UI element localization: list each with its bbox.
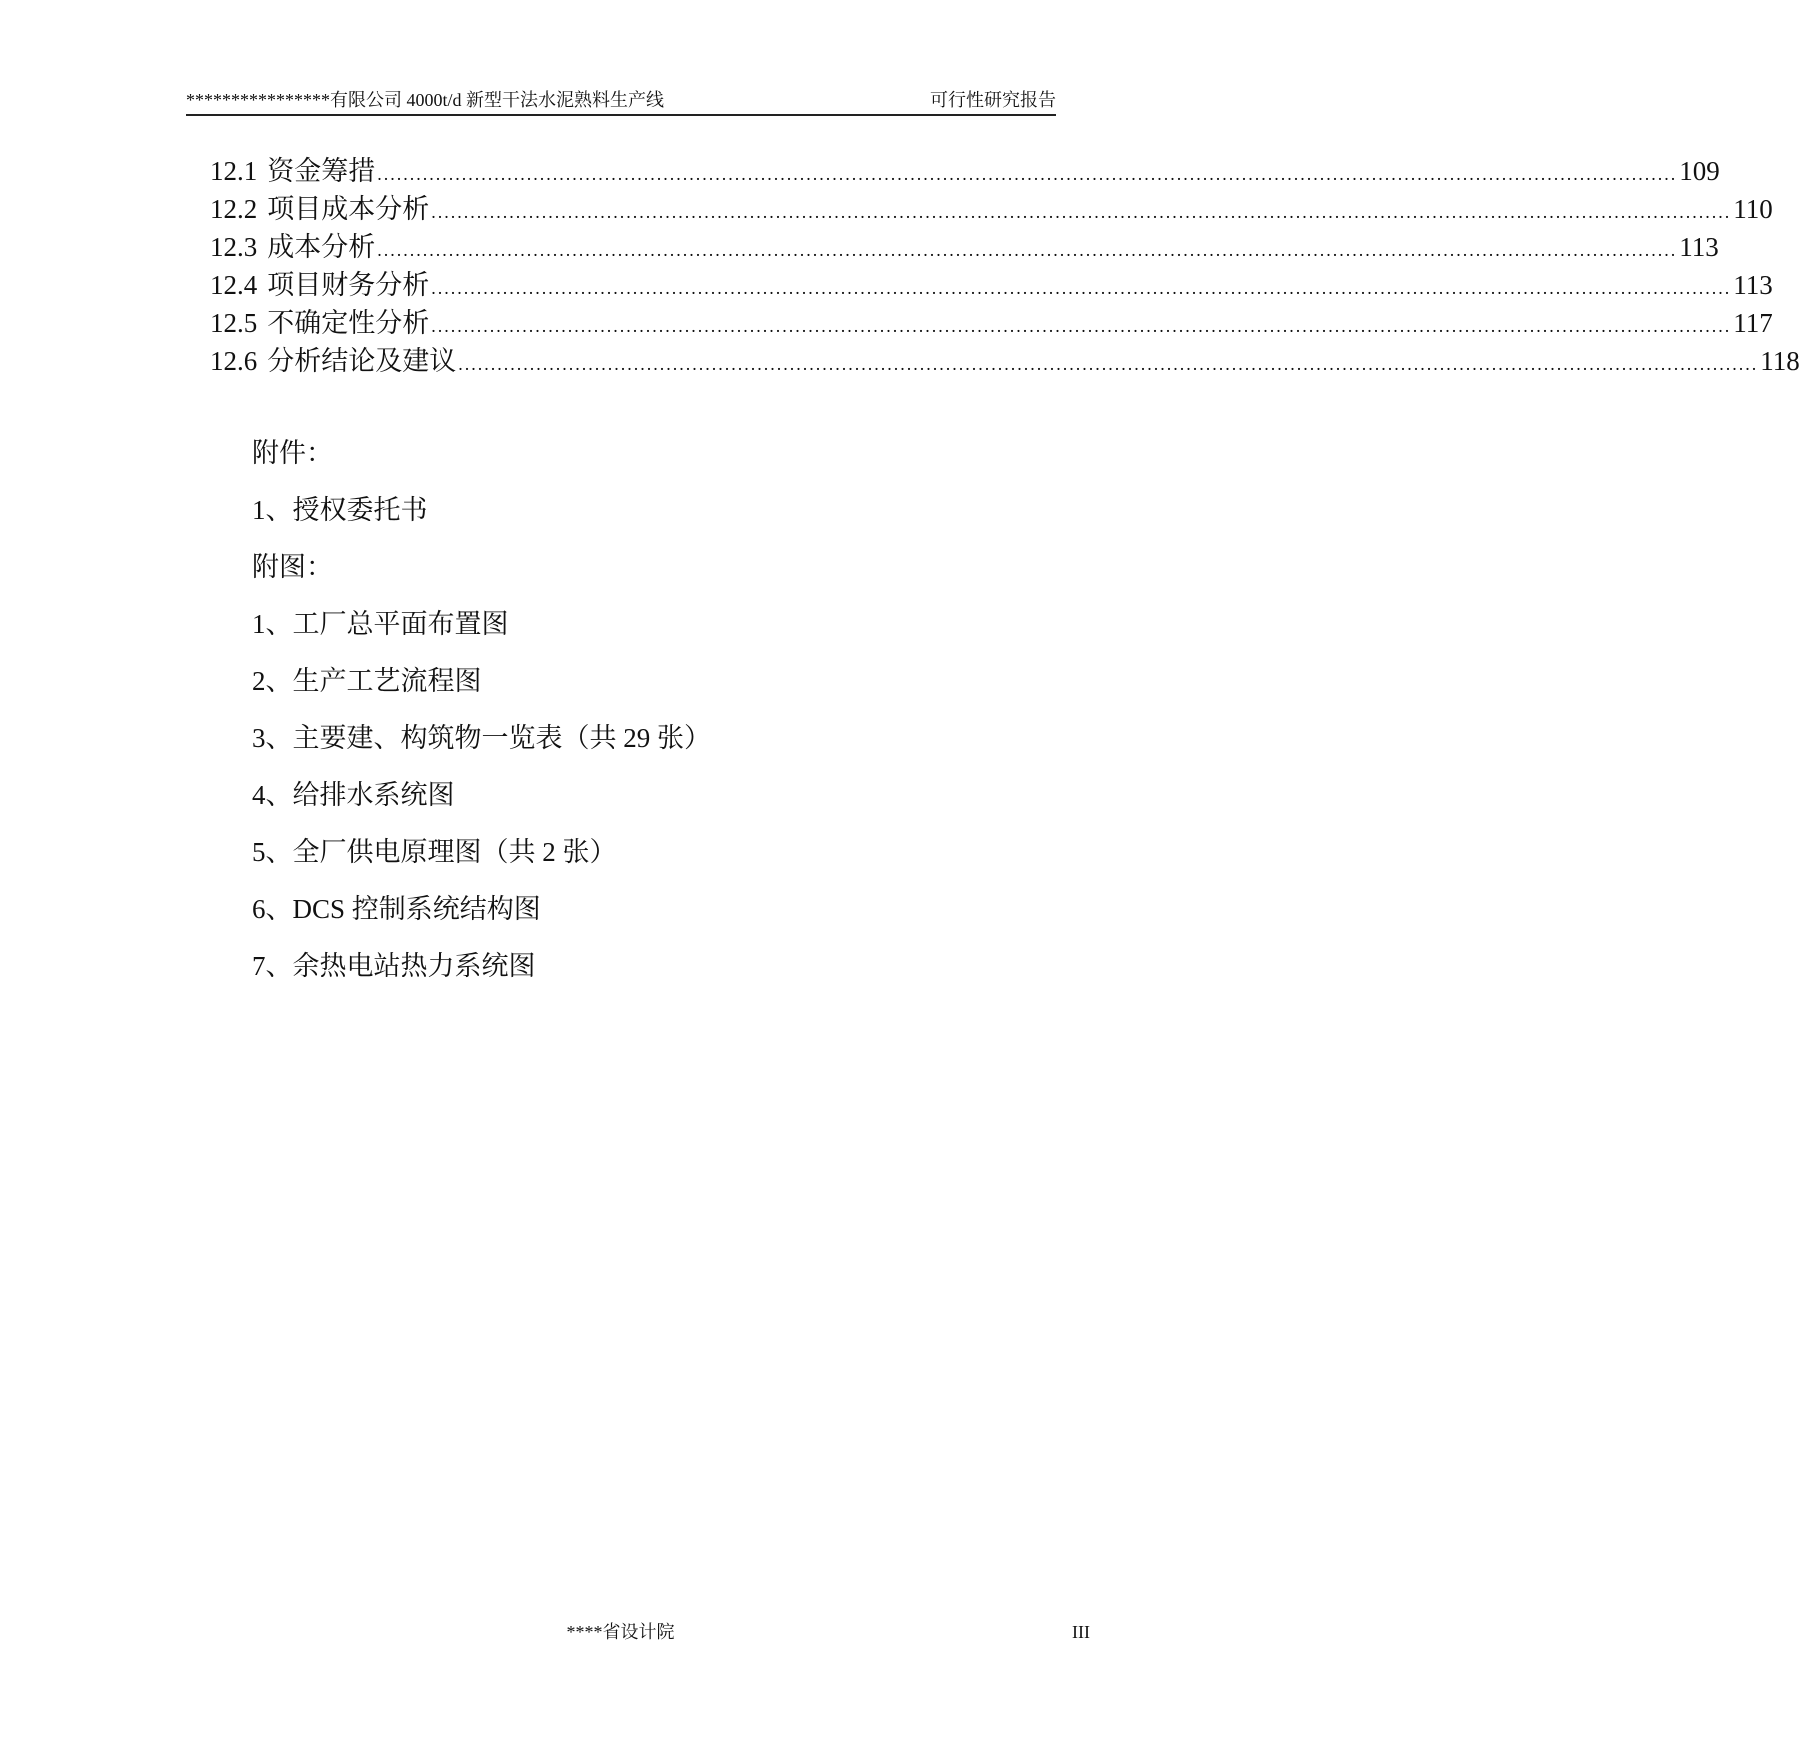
toc-entry-number: 12.1 xyxy=(210,156,258,186)
footer-institute: ****省设计院 xyxy=(566,1622,675,1642)
toc-entry-number: 12.3 xyxy=(210,232,258,262)
figure-item: 4、给排水系统图 xyxy=(252,780,455,810)
figure-item: 1、工厂总平面布置图 xyxy=(252,609,509,639)
toc-entry[interactable] xyxy=(210,304,1773,342)
figure-item: 7、余热电站热力系统图 xyxy=(252,951,536,981)
toc-entry-page: 109 xyxy=(1679,156,1720,186)
toc-entry[interactable] xyxy=(210,152,1720,190)
header-report-type: 可行性研究报告 xyxy=(930,90,1056,110)
toc-entry-title: 资金筹措 xyxy=(267,156,376,186)
toc-entry-page: 113 xyxy=(1679,232,1719,262)
toc-entry-number: 12.2 xyxy=(210,194,258,224)
toc-entry-number: 12.5 xyxy=(210,308,258,338)
footer-page-number: III xyxy=(1072,1622,1090,1642)
table-of-contents xyxy=(210,152,1800,380)
toc-entry[interactable] xyxy=(210,228,1719,266)
toc-entry[interactable] xyxy=(210,342,1800,380)
attachments-heading: 附件： xyxy=(252,438,333,468)
toc-entry[interactable] xyxy=(210,190,1773,228)
toc-entry-number: 12.6 xyxy=(210,346,258,376)
attachment-item: 1、授权委托书 xyxy=(252,495,428,525)
page-header xyxy=(186,86,1056,116)
figure-item: 3、主要建、构筑物一览表（共 29 张） xyxy=(252,723,711,753)
toc-entry-title: 成本分析 xyxy=(267,232,376,262)
toc-leader-dots: ........................................................................................................................................................................................................ xyxy=(431,202,1732,222)
figure-item: 2、生产工艺流程图 xyxy=(252,666,482,696)
toc-leader-dots: ........................................................................................................................................................................................................ xyxy=(458,354,1759,374)
toc-entry-number: 12.4 xyxy=(210,270,258,300)
toc-entry-page: 117 xyxy=(1733,308,1773,338)
toc-entry[interactable] xyxy=(210,266,1773,304)
toc-entry-title: 项目成本分析 xyxy=(267,194,430,224)
attachments-section xyxy=(252,425,1052,995)
header-project-title: ****************有限公司 4000t/d 新型干法水泥熟料生产线 xyxy=(186,90,665,110)
toc-leader-dots: ........................................................................................................................................................................................................ xyxy=(377,164,1678,184)
toc-leader-dots: ........................................................................................................................................................................................................ xyxy=(431,278,1732,298)
toc-entry-title: 不确定性分析 xyxy=(267,308,430,338)
toc-entry-title: 分析结论及建议 xyxy=(267,346,457,376)
toc-leader-dots: ........................................................................................................................................................................................................ xyxy=(377,240,1678,260)
figure-item: 6、DCS 控制系统结构图 xyxy=(252,894,541,924)
figure-item: 5、全厂供电原理图（共 2 张） xyxy=(252,837,617,867)
toc-entry-page: 110 xyxy=(1733,194,1773,224)
toc-entry-page: 113 xyxy=(1733,270,1773,300)
toc-leader-dots: ........................................................................................................................................................................................................ xyxy=(431,316,1732,336)
figures-heading: 附图： xyxy=(252,552,333,582)
toc-entry-page: 118 xyxy=(1760,346,1800,376)
toc-entry-title: 项目财务分析 xyxy=(267,270,430,300)
